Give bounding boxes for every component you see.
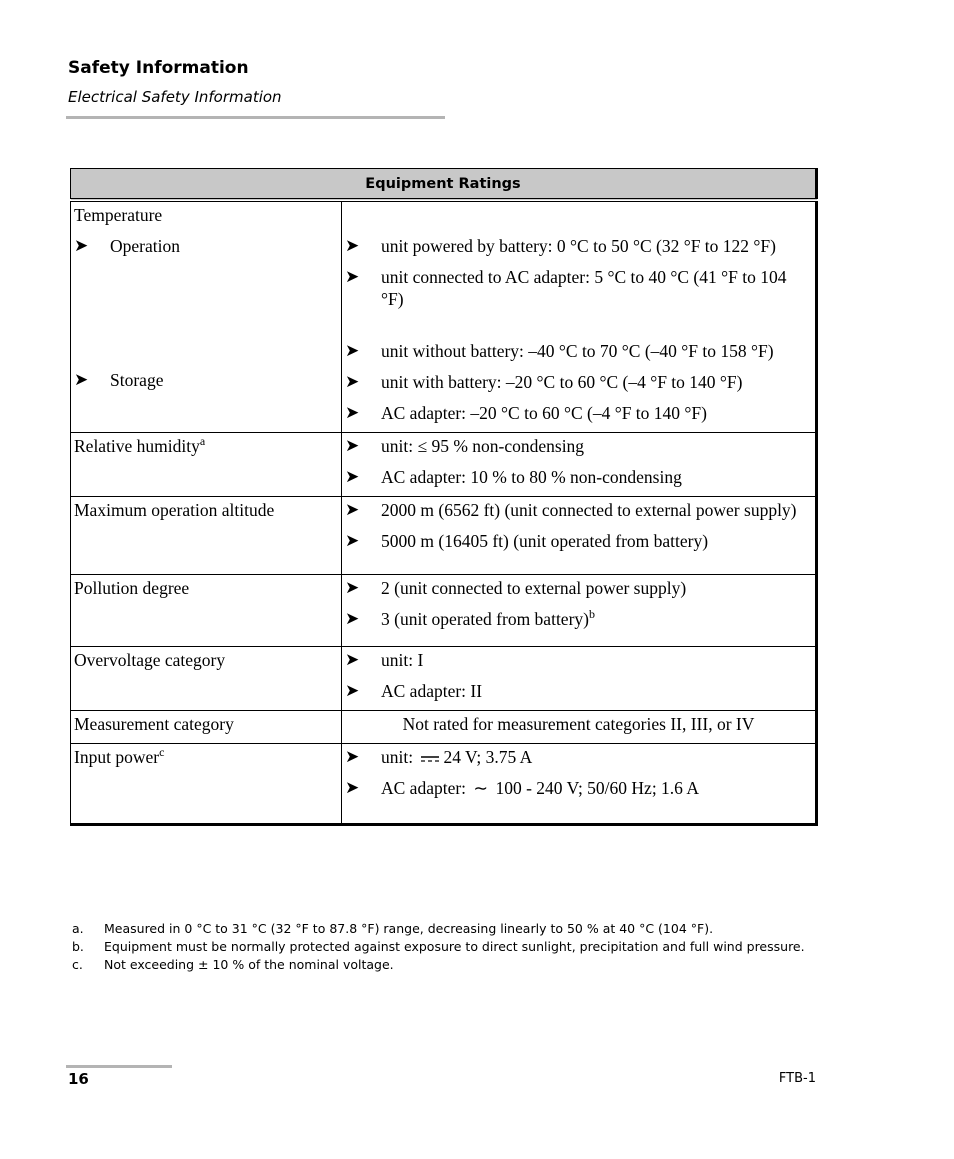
ac-symbol-icon: ∼ [473, 778, 489, 798]
footnote-label: c. [72, 957, 83, 972]
list-item [345, 499, 812, 521]
input-power-label-cell [71, 744, 342, 825]
table-row-overvoltage [71, 647, 817, 711]
humidity-values-cell [342, 433, 817, 497]
footnote-text: Not exceeding ± 10 % of the nominal voltage. [104, 957, 394, 972]
arrowhead-bullet-icon: ➤ [345, 531, 360, 550]
arrowhead-bullet-icon: ➤ [345, 609, 360, 628]
overvoltage-values-cell [342, 647, 817, 711]
temperature-label-cell [71, 200, 342, 433]
list-item-text: unit powered by battery: 0 °C to 50 °C (32 °F to 122 °F) [381, 236, 776, 256]
list-item-text: 3 (unit operated from battery) [381, 609, 589, 629]
list-item-text: 2 (unit connected to external power supply) [381, 578, 687, 598]
table-row-pollution [71, 575, 817, 647]
input-power-label: Input power [74, 747, 160, 767]
list-item [345, 266, 812, 310]
dc-symbol-icon [420, 754, 440, 764]
list-item [345, 371, 812, 393]
equipment-ratings-table [70, 168, 818, 826]
arrowhead-bullet-icon: ➤ [345, 681, 360, 700]
arrowhead-bullet-icon: ➤ [345, 341, 360, 360]
table-row-altitude [71, 497, 817, 575]
overvoltage-label: Overvoltage category [74, 650, 226, 670]
pollution-values-cell [342, 575, 817, 647]
list-item [345, 746, 812, 768]
footer-rule [66, 1065, 172, 1068]
temperature-values-cell [342, 200, 817, 433]
input-power-values-cell [342, 744, 817, 825]
storage-item [74, 369, 338, 391]
temperature-label: Temperature [74, 205, 163, 225]
arrowhead-bullet-icon: ➤ [74, 370, 89, 389]
footnote-label: b. [72, 939, 84, 954]
list-item [345, 577, 812, 599]
pollution-label-cell [71, 575, 342, 647]
list-item-text: AC adapter: 10 % to 80 % non-condensing [381, 467, 682, 487]
table-row-measurement [71, 711, 817, 744]
table-row-humidity [71, 433, 817, 497]
footnote-text: Equipment must be normally protected against exposure to direct sunlight, precipitation and full wind pressure. [104, 939, 805, 954]
list-item-text: unit connected to AC adapter: 5 °C to 40 °C (41 °F to 104 °F) [381, 267, 787, 309]
footnote-mark: b [588, 607, 595, 622]
footnotes [72, 920, 818, 974]
section-subtitle: Electrical Safety Information [68, 88, 282, 106]
arrowhead-bullet-icon: ➤ [345, 372, 360, 391]
list-item-text: AC adapter: –20 °C to 60 °C (–4 °F to 140 °F) [381, 403, 707, 423]
list-item [345, 466, 812, 488]
list-item [345, 340, 812, 362]
footnote-label: a. [72, 921, 84, 936]
arrowhead-bullet-icon: ➤ [74, 236, 89, 255]
footnote-text: Measured in 0 °C to 31 °C (32 °F to 87.8 °F) range, decreasing linearly to 50 % at 40 °C (104 °F). [104, 921, 714, 936]
table-row-input-power [71, 744, 817, 825]
footnote [72, 956, 818, 974]
arrowhead-bullet-icon: ➤ [345, 236, 360, 255]
altitude-label-cell [71, 497, 342, 575]
unit-prefix: unit: [381, 747, 414, 767]
list-item-text: AC adapter: II [381, 681, 483, 701]
footnote-mark: c [159, 745, 165, 760]
footnote-mark: a [199, 434, 206, 449]
footnote [72, 938, 818, 956]
list-item [345, 777, 812, 799]
arrowhead-bullet-icon: ➤ [345, 578, 360, 597]
altitude-values-cell [342, 497, 817, 575]
list-item [345, 435, 812, 457]
arrowhead-bullet-icon: ➤ [345, 747, 360, 766]
list-item [345, 608, 812, 630]
list-item [345, 235, 812, 257]
table-row-temperature [71, 200, 817, 433]
measurement-value-cell [342, 711, 817, 744]
arrowhead-bullet-icon: ➤ [345, 650, 360, 669]
list-item-text: unit with battery: –20 °C to 60 °C (–4 °F to 140 °F) [381, 372, 743, 392]
header-rule [66, 116, 445, 119]
list-item [345, 649, 812, 671]
adapter-prefix: AC adapter: [381, 778, 467, 798]
footnote [72, 920, 818, 938]
list-item [345, 530, 812, 552]
altitude-label: Maximum operation altitude [74, 500, 275, 520]
list-item-text: 2000 m (6562 ft) (unit connected to external power supply) [381, 500, 797, 520]
document-id: FTB-1 [778, 1071, 816, 1086]
list-item-text: unit without battery: –40 °C to 70 °C (–40 °F to 158 °F) [381, 341, 774, 361]
section-title: Safety Information [68, 58, 249, 78]
measurement-label: Measurement category [74, 714, 234, 734]
arrowhead-bullet-icon: ➤ [345, 267, 360, 286]
page-number: 16 [68, 1070, 89, 1088]
storage-label: Storage [110, 370, 164, 390]
list-item-text: 5000 m (16405 ft) (unit operated from battery) [381, 531, 709, 551]
list-item-text: unit: ≤ 95 % non-condensing [381, 436, 585, 456]
arrowhead-bullet-icon: ➤ [345, 436, 360, 455]
arrowhead-bullet-icon: ➤ [345, 500, 360, 519]
pollution-label: Pollution degree [74, 578, 190, 598]
arrowhead-bullet-icon: ➤ [345, 467, 360, 486]
list-item [345, 680, 812, 702]
measurement-label-cell [71, 711, 342, 744]
operation-item [74, 235, 338, 257]
humidity-label-cell [71, 433, 342, 497]
arrowhead-bullet-icon: ➤ [345, 403, 360, 422]
list-item-text: unit: I [381, 650, 424, 670]
unit-value: 24 V; 3.75 A [443, 747, 533, 767]
list-item [345, 402, 812, 424]
overvoltage-label-cell [71, 647, 342, 711]
table-heading: Equipment Ratings [71, 169, 817, 201]
adapter-value: 100 - 240 V; 50/60 Hz; 1.6 A [495, 778, 699, 798]
measurement-value: Not rated for measurement categories II, III, or IV [402, 714, 755, 734]
operation-label: Operation [110, 236, 180, 256]
arrowhead-bullet-icon: ➤ [345, 778, 360, 797]
humidity-label: Relative humidity [74, 436, 200, 456]
